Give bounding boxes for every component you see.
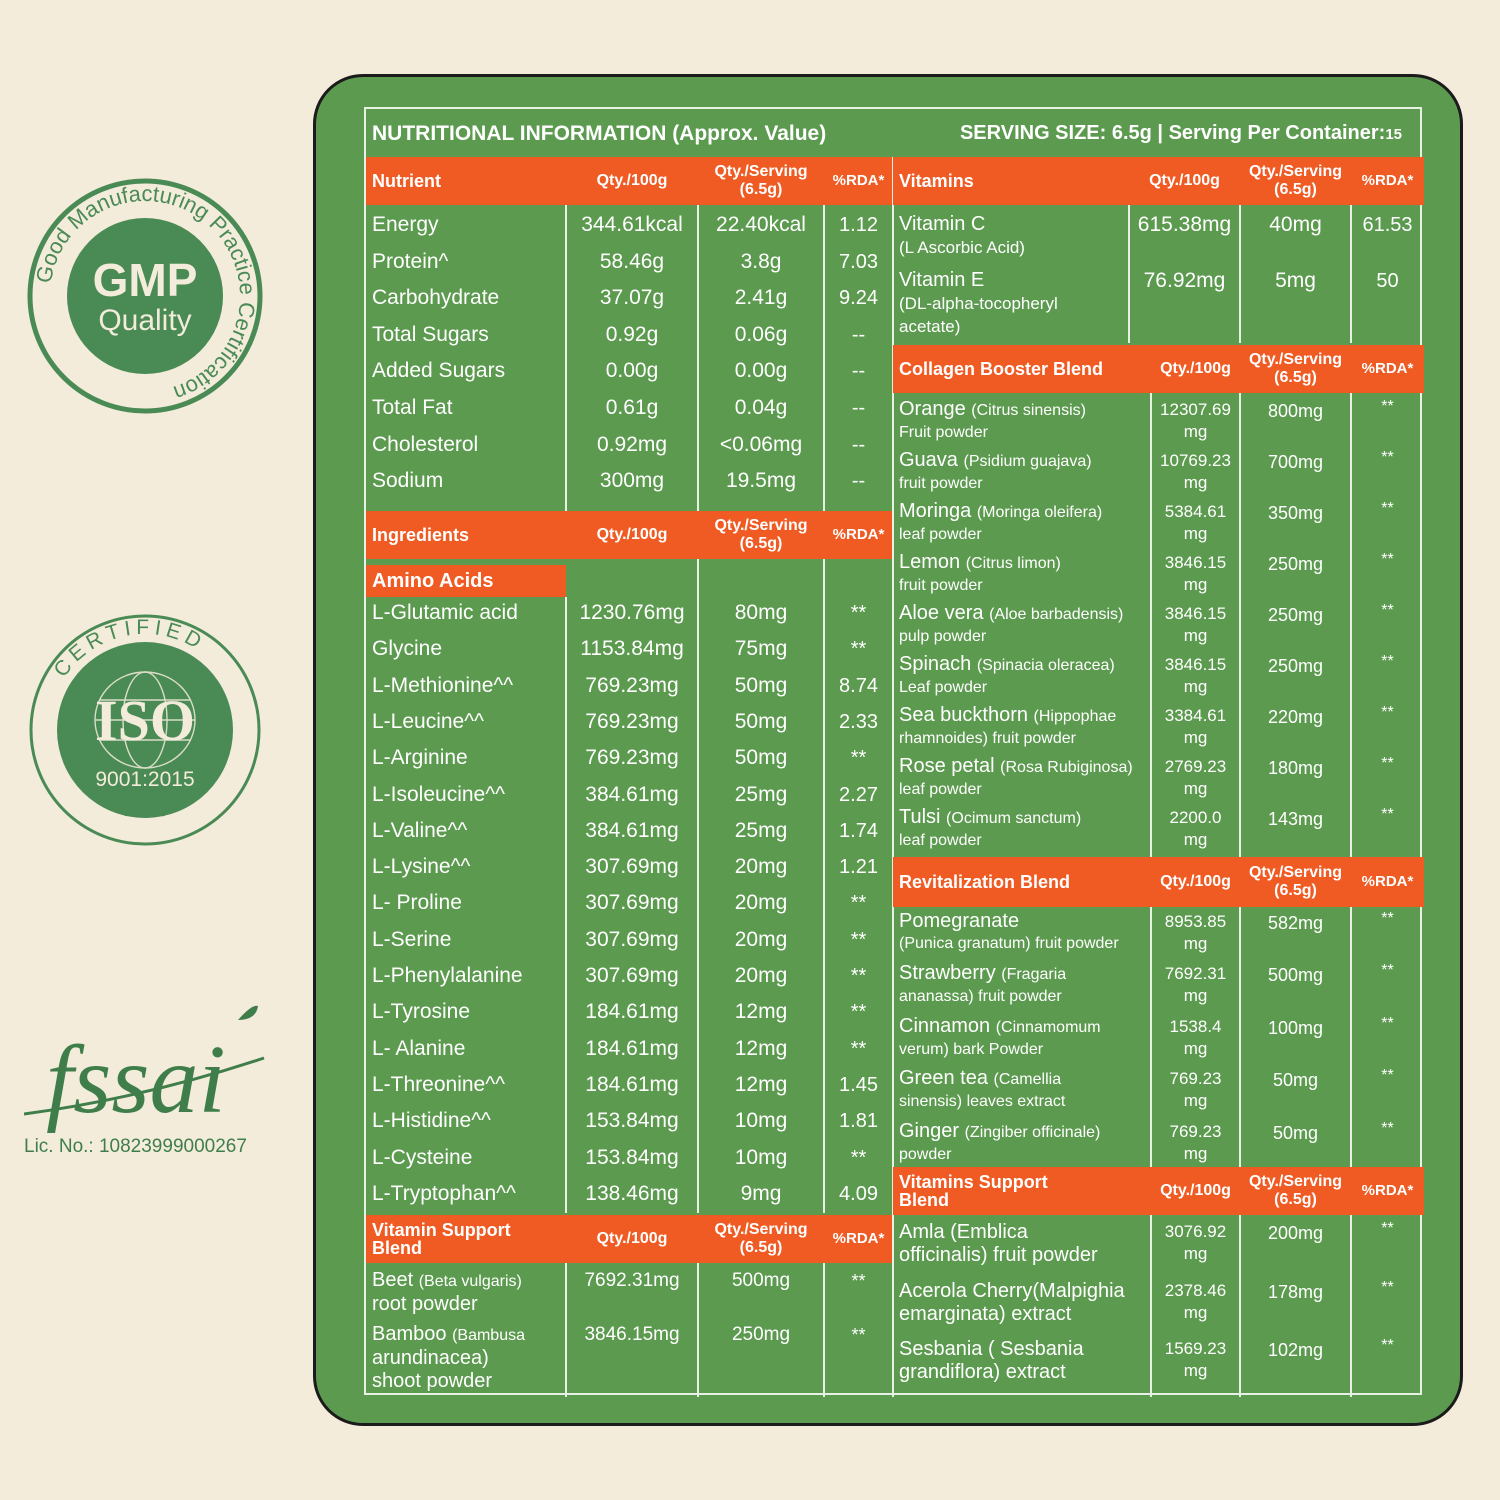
vitamins-support-rda: ** bbox=[1381, 1337, 1394, 1354]
column-header: Qty./Serving (6.5g) bbox=[714, 517, 808, 552]
collagen-qty-unit: mg bbox=[1183, 677, 1208, 696]
vitamin-support-header bbox=[366, 1215, 893, 1263]
revitalization-qty-100g: 1538.4 bbox=[1169, 1016, 1222, 1036]
revitalization-qty-serving: 100mg bbox=[1267, 1017, 1324, 1038]
collagen-qty-serving: 220mg bbox=[1267, 707, 1324, 727]
header-title: Vitamins Support Blend bbox=[899, 1172, 1048, 1210]
nutrition-panel bbox=[313, 74, 1463, 1426]
vitamins-support-qty-100g: 2378.46 bbox=[1164, 1280, 1227, 1300]
column-divider bbox=[1239, 907, 1241, 1167]
nutrient-qty-100g: 0.92mg bbox=[596, 432, 668, 456]
revitalization-item: Cinnamon (Cinnamomum verum) bark Powder bbox=[899, 1014, 1101, 1058]
collagen-qty-100g: 2200.0 bbox=[1169, 808, 1222, 827]
revitalization-rda: ** bbox=[1381, 962, 1394, 980]
nutrient-name: Carbohydrate bbox=[372, 286, 500, 310]
column-divider bbox=[1150, 1215, 1152, 1397]
header-title: Vitamins bbox=[899, 171, 974, 191]
iso-top-text: CERTIFIED bbox=[49, 615, 210, 682]
amino-qty-serving: 25mg bbox=[734, 818, 788, 842]
column-header: Qty./100g bbox=[1160, 873, 1231, 890]
amino-name: L-Arginine bbox=[372, 746, 468, 770]
amino-rda: ** bbox=[850, 1001, 867, 1024]
collagen-qty-unit: mg bbox=[1183, 524, 1208, 543]
nutrient-rda: -- bbox=[851, 470, 866, 493]
column-header: %RDA* bbox=[1361, 1182, 1414, 1199]
gmp-small: Quality bbox=[98, 304, 192, 337]
column-header: %RDA* bbox=[1361, 360, 1414, 377]
nutrient-qty-100g: 58.46g bbox=[599, 249, 665, 273]
nutrient-qty-100g: 0.00g bbox=[605, 359, 659, 383]
vitamins-support-rda: ** bbox=[1381, 1278, 1394, 1296]
collagen-qty-unit: mg bbox=[1183, 728, 1208, 747]
collagen-rda: ** bbox=[1381, 755, 1394, 772]
amino-qty-serving: 12mg bbox=[734, 1036, 788, 1060]
collagen-qty-100g: 3846.15 bbox=[1164, 553, 1227, 572]
nutrient-qty-serving: 3.8g bbox=[740, 249, 782, 273]
column-header: Qty./100g bbox=[1149, 172, 1220, 189]
revitalization-item: Pomegranate (Punica granatum) fruit powder bbox=[899, 910, 1119, 952]
collagen-item: Aloe vera (Aloe barbadensis) pulp powder bbox=[899, 602, 1124, 645]
collagen-rda: ** bbox=[1381, 500, 1394, 517]
column-header: Qty./Serving (6.5g) bbox=[1248, 163, 1343, 198]
column-divider bbox=[1150, 907, 1152, 1167]
nutrient-qty-serving: 0.06g bbox=[734, 322, 788, 346]
amino-rda: 8.74 bbox=[839, 674, 878, 697]
header-title: Collagen Booster Blend bbox=[899, 359, 1104, 379]
amino-qty-serving: 80mg bbox=[734, 601, 788, 624]
amino-name: L-Threonine^^ bbox=[372, 1072, 505, 1096]
revitalization-item: Green tea (Camellia sinensis) leaves extract bbox=[899, 1067, 1066, 1111]
vitamins-support-qty-serving: 102mg bbox=[1267, 1340, 1324, 1360]
column-divider bbox=[1150, 393, 1152, 857]
column-header: Qty./100g bbox=[1160, 1182, 1231, 1199]
amino-qty-100g: 307.69mg bbox=[585, 964, 679, 987]
iso-big: ISO bbox=[95, 688, 195, 753]
column-header: %RDA* bbox=[1361, 172, 1414, 189]
amino-name: L-Histidine^^ bbox=[372, 1109, 491, 1133]
collagen-qty-serving: 350mg bbox=[1267, 503, 1324, 523]
collagen-qty-unit: mg bbox=[1183, 473, 1208, 492]
collagen-qty-serving: 700mg bbox=[1267, 452, 1324, 472]
amino-qty-serving: 10mg bbox=[734, 1109, 788, 1133]
amino-rda: 1.21 bbox=[839, 856, 878, 879]
collagen-qty-100g: 5384.61 bbox=[1164, 502, 1227, 521]
column-header: %RDA* bbox=[832, 1230, 885, 1247]
nutrient-qty-100g: 344.61kcal bbox=[581, 213, 683, 236]
collagen-item: Guava (Psidium guajava) fruit powder bbox=[899, 449, 1092, 492]
column-divider bbox=[565, 597, 567, 1213]
amino-qty-100g: 769.23mg bbox=[585, 673, 679, 697]
header-title: Revitalization Blend bbox=[899, 872, 1071, 892]
amino-name: L-Tryptophan^^ bbox=[372, 1181, 516, 1205]
amino-qty-serving: 75mg bbox=[734, 637, 788, 661]
revitalization-header bbox=[893, 857, 1424, 907]
nutrient-rda: -- bbox=[851, 433, 866, 456]
nutrient-qty-100g: 37.07g bbox=[599, 286, 665, 310]
amino-qty-serving: 25mg bbox=[734, 782, 788, 806]
vitamin-qty-100g: 615.38mg bbox=[1137, 213, 1232, 236]
collagen-item: Moringa (Moringa oleifera) leaf powder bbox=[899, 500, 1103, 543]
revitalization-qty-unit: mg bbox=[1183, 1038, 1208, 1058]
collagen-qty-unit: mg bbox=[1183, 575, 1208, 594]
nutrient-qty-serving: <0.06mg bbox=[719, 432, 803, 456]
revitalization-qty-serving: 50mg bbox=[1272, 1122, 1319, 1143]
collagen-item: Spinach (Spinacia oleracea) Leaf powder bbox=[899, 653, 1115, 696]
vitamins-support-qty-unit: mg bbox=[1183, 1361, 1208, 1380]
fssai-lic: Lic. No.: 10823999000267 bbox=[24, 1136, 247, 1157]
nutrient-name: Total Sugars bbox=[372, 322, 489, 346]
column-header: Qty./Serving (6.5g) bbox=[714, 1221, 808, 1256]
amino-qty-serving: 10mg bbox=[734, 1145, 788, 1169]
nutrient-name: Energy bbox=[372, 213, 439, 236]
nutrient-name: Protein^ bbox=[372, 249, 449, 273]
column-divider bbox=[1350, 205, 1352, 343]
amino-name: L- Alanine bbox=[372, 1036, 466, 1060]
vitamin-support-qty-100g: 7692.31mg bbox=[584, 1270, 680, 1291]
revitalization-qty-unit: mg bbox=[1183, 1091, 1208, 1111]
vitamins-support-qty-serving: 200mg bbox=[1267, 1223, 1324, 1243]
collagen-qty-unit: mg bbox=[1183, 422, 1208, 441]
column-header: Qty./Serving (6.5g) bbox=[1248, 864, 1343, 899]
vitamin-qty-serving: 40mg bbox=[1269, 213, 1322, 236]
vitamins-support-qty-unit: mg bbox=[1183, 1302, 1208, 1322]
collagen-rda: ** bbox=[1381, 551, 1394, 568]
collagen-qty-serving: 250mg bbox=[1267, 554, 1324, 574]
iso-logo bbox=[27, 612, 263, 848]
amino-rda: 2.33 bbox=[839, 710, 878, 733]
column-divider bbox=[565, 1263, 567, 1397]
column-header: %RDA* bbox=[832, 172, 885, 189]
column-divider bbox=[1128, 205, 1130, 343]
nutrient-rda: 1.12 bbox=[839, 214, 878, 236]
vitamin-qty-100g: 76.92mg bbox=[1143, 269, 1226, 292]
revitalization-rda: ** bbox=[1381, 1014, 1394, 1032]
nutrient-rda: 7.03 bbox=[839, 250, 878, 273]
collagen-rda: ** bbox=[1381, 653, 1394, 670]
nutrient-rda: -- bbox=[851, 323, 866, 346]
vitamin-support-qty-serving: 500mg bbox=[731, 1270, 791, 1291]
amino-name: L-Cysteine bbox=[372, 1145, 473, 1169]
amino-qty-100g: 307.69mg bbox=[585, 891, 679, 915]
amino-rda: ** bbox=[850, 1037, 867, 1060]
title-bar bbox=[366, 109, 1420, 157]
vitamins-support-qty-unit: mg bbox=[1183, 1244, 1208, 1263]
amino-rda: ** bbox=[850, 638, 867, 661]
collagen-qty-unit: mg bbox=[1183, 626, 1208, 645]
vitamins-support-qty-100g: 3076.92 bbox=[1164, 1222, 1227, 1241]
amino-qty-100g: 184.61mg bbox=[585, 1000, 679, 1024]
revitalization-qty-100g: 769.23 bbox=[1169, 1069, 1222, 1089]
vitamin-item: Vitamin E (DL-alpha-tocopheryl acetate) bbox=[899, 269, 1058, 336]
header-title: Ingredients bbox=[372, 525, 470, 545]
column-header: Qty./100g bbox=[596, 172, 668, 189]
collagen-rda: ** bbox=[1381, 602, 1394, 619]
amino-qty-100g: 184.61mg bbox=[585, 1072, 679, 1096]
vitamins-support-item: Acerola Cherry(Malpighia emarginata) extract bbox=[899, 1279, 1125, 1325]
ingredients-header bbox=[366, 511, 893, 559]
amino-qty-100g: 138.46mg bbox=[585, 1181, 679, 1205]
revitalization-qty-serving: 50mg bbox=[1272, 1070, 1319, 1091]
amino-qty-serving: 12mg bbox=[734, 1000, 788, 1024]
amino-rda: 2.27 bbox=[839, 783, 878, 806]
revitalization-rda: ** bbox=[1381, 910, 1394, 927]
iso-bottom-text: COMPANY bbox=[83, 773, 216, 824]
collagen-qty-serving: 143mg bbox=[1267, 809, 1324, 829]
nutrient-rda: -- bbox=[851, 360, 866, 383]
serving-info: SERVING SIZE: 6.5g | Serving Per Container:15 bbox=[959, 122, 1402, 144]
collagen-qty-100g: 3384.61 bbox=[1164, 706, 1227, 725]
collagen-qty-100g: 12307.69 bbox=[1160, 400, 1231, 419]
amino-rda: ** bbox=[850, 747, 867, 770]
column-header: Qty./100g bbox=[596, 1230, 668, 1247]
nutrient-qty-100g: 0.92g bbox=[605, 322, 659, 346]
header-title: Nutrient bbox=[372, 171, 441, 191]
vitamins-support-qty-serving: 178mg bbox=[1267, 1281, 1324, 1302]
column-header: Qty./100g bbox=[596, 526, 668, 543]
column-divider bbox=[697, 205, 699, 511]
revitalization-qty-unit: mg bbox=[1183, 986, 1208, 1006]
amino-qty-serving: 20mg bbox=[734, 855, 788, 879]
column-divider bbox=[697, 559, 699, 1213]
table-title: NUTRITIONAL INFORMATION (Approx. Value) bbox=[372, 122, 827, 145]
amino-qty-100g: 307.69mg bbox=[585, 855, 679, 879]
nutrient-qty-serving: 19.5mg bbox=[725, 469, 797, 493]
amino-name: L-Methionine^^ bbox=[372, 673, 514, 697]
column-divider bbox=[1350, 393, 1352, 857]
amino-rda: ** bbox=[850, 602, 867, 624]
amino-name: L-Valine^^ bbox=[372, 818, 468, 842]
vitamins-support-header bbox=[893, 1167, 1424, 1215]
collagen-rda: ** bbox=[1381, 398, 1394, 415]
amino-qty-100g: 307.69mg bbox=[585, 927, 679, 951]
column-divider bbox=[1350, 1215, 1352, 1397]
collagen-item: Tulsi (Ocimum sanctum) leaf powder bbox=[899, 806, 1082, 849]
amino-qty-100g: 1230.76mg bbox=[579, 601, 685, 624]
fssai-word: fssai bbox=[46, 1026, 226, 1134]
collagen-item: Orange (Citrus sinensis) Fruit powder bbox=[899, 398, 1086, 441]
vitamin-qty-serving: 5mg bbox=[1275, 269, 1316, 292]
amino-name: L-Lysine^^ bbox=[372, 855, 471, 879]
amino-name: L-Isoleucine^^ bbox=[372, 782, 505, 806]
amino-qty-100g: 384.61mg bbox=[585, 818, 679, 842]
iso-code: 9001:2015 bbox=[95, 768, 195, 791]
revitalization-qty-serving: 500mg bbox=[1267, 965, 1324, 986]
vitamin-support-item: Bamboo (Bambusa arundinacea) shoot powder bbox=[372, 1323, 525, 1392]
amino-qty-serving: 20mg bbox=[734, 964, 788, 987]
vitamin-rda: 61.53 bbox=[1362, 214, 1413, 236]
gmp-ring-text: Good Manufacturing Practice Certification bbox=[30, 180, 261, 407]
collagen-header bbox=[893, 345, 1424, 393]
revitalization-qty-100g: 8953.85 bbox=[1164, 912, 1227, 931]
column-header: Qty./Serving (6.5g) bbox=[1248, 1173, 1343, 1208]
amino-qty-100g: 153.84mg bbox=[585, 1145, 679, 1169]
collagen-rda: ** bbox=[1381, 806, 1394, 823]
nutrient-name: Added Sugars bbox=[372, 359, 506, 383]
amino-rda: 4.09 bbox=[839, 1182, 878, 1205]
vitamins-support-rda: ** bbox=[1381, 1220, 1394, 1237]
collagen-rda: ** bbox=[1381, 704, 1394, 721]
collagen-qty-100g: 2769.23 bbox=[1164, 757, 1227, 776]
collagen-qty-serving: 250mg bbox=[1267, 605, 1324, 625]
amino-rda: 1.81 bbox=[839, 1110, 878, 1133]
nutrient-qty-100g: 300mg bbox=[599, 469, 665, 493]
amino-name: L-Phenylalanine bbox=[372, 964, 523, 987]
vitamins-support-item: Amla (Emblica officinalis) fruit powder bbox=[899, 1221, 1098, 1266]
leaf-icon bbox=[238, 1006, 258, 1020]
revitalization-qty-serving: 582mg bbox=[1267, 913, 1324, 933]
collagen-item: Lemon (Citrus limon) fruit powder bbox=[899, 551, 1061, 594]
gmp-big: GMP bbox=[92, 254, 198, 306]
column-divider bbox=[823, 205, 825, 511]
nutrient-name: Total Fat bbox=[372, 396, 453, 419]
nutrient-qty-serving: 0.04g bbox=[734, 396, 788, 419]
revitalization-item: Strawberry (Fragaria ananassa) fruit powder bbox=[899, 962, 1067, 1006]
amino-acids-header: Amino Acids bbox=[366, 565, 566, 597]
amino-name: Glycine bbox=[372, 637, 443, 661]
amino-qty-serving: 50mg bbox=[734, 673, 788, 697]
nutrient-qty-100g: 0.61g bbox=[605, 396, 659, 419]
collagen-qty-100g: 3846.15 bbox=[1164, 604, 1227, 623]
amino-rda: 1.74 bbox=[839, 819, 878, 842]
nutrition-table bbox=[364, 107, 1422, 1395]
collagen-item: Rose petal (Rosa Rubiginosa) leaf powder bbox=[899, 755, 1133, 798]
column-divider bbox=[1239, 393, 1241, 857]
fssai-logo bbox=[24, 1000, 274, 1160]
collagen-qty-unit: mg bbox=[1183, 779, 1208, 798]
nutrient-rda: -- bbox=[851, 397, 866, 419]
column-header: %RDA* bbox=[832, 526, 885, 543]
vitamin-item: Vitamin C (L Ascorbic Acid) bbox=[899, 213, 1025, 257]
column-divider bbox=[823, 559, 825, 1213]
amino-name: L-Leucine^^ bbox=[372, 709, 484, 733]
collagen-qty-serving: 180mg bbox=[1267, 758, 1324, 778]
amino-rda: ** bbox=[850, 965, 867, 987]
amino-name: L- Proline bbox=[372, 891, 462, 915]
revitalization-rda: ** bbox=[1381, 1119, 1394, 1137]
amino-qty-serving: 20mg bbox=[734, 891, 788, 915]
amino-name: L-Tyrosine bbox=[372, 1000, 471, 1024]
amino-name: L-Serine bbox=[372, 927, 452, 951]
vitamin-support-qty-100g: 3846.15mg bbox=[584, 1324, 680, 1345]
collagen-qty-100g: 10769.23 bbox=[1160, 451, 1231, 470]
column-header: Qty./Serving (6.5g) bbox=[714, 163, 808, 198]
amino-qty-serving: 20mg bbox=[734, 927, 788, 951]
collagen-qty-serving: 800mg bbox=[1267, 401, 1324, 421]
amino-rda: 1.45 bbox=[839, 1073, 878, 1096]
amino-qty-100g: 1153.84mg bbox=[580, 637, 684, 661]
revitalization-qty-100g: 769.23 bbox=[1169, 1121, 1222, 1141]
column-divider bbox=[823, 1263, 825, 1397]
nutrient-qty-serving: 2.41g bbox=[734, 286, 788, 310]
amino-rda: ** bbox=[850, 928, 867, 951]
revitalization-qty-unit: mg bbox=[1183, 934, 1208, 953]
amino-qty-100g: 184.61mg bbox=[585, 1036, 679, 1060]
vitamin-support-rda: ** bbox=[851, 1325, 866, 1345]
nutrient-header bbox=[366, 157, 893, 205]
vitamin-rda: 50 bbox=[1376, 270, 1399, 292]
vitamins-support-item: Sesbania ( Sesbania grandiflora) extract bbox=[899, 1338, 1084, 1383]
revitalization-rda: ** bbox=[1381, 1067, 1394, 1085]
amino-qty-serving: 50mg bbox=[734, 709, 788, 733]
nutrient-qty-serving: 22.40kcal bbox=[716, 213, 806, 236]
column-header: %RDA* bbox=[1361, 873, 1414, 890]
column-header: Qty./Serving (6.5g) bbox=[1248, 351, 1343, 386]
amino-qty-100g: 769.23mg bbox=[585, 746, 679, 770]
column-divider bbox=[1350, 907, 1352, 1167]
vitamin-support-item: Beet (Beta vulgaris) root powder bbox=[372, 1269, 522, 1315]
amino-qty-100g: 769.23mg bbox=[585, 709, 679, 733]
amino-qty-100g: 153.84mg bbox=[585, 1109, 679, 1133]
column-divider bbox=[1239, 1215, 1241, 1397]
nutrient-qty-serving: 0.00g bbox=[734, 359, 788, 383]
header-title: Vitamin Support Blend bbox=[372, 1220, 511, 1258]
amino-qty-100g: 384.61mg bbox=[585, 782, 679, 806]
amino-qty-serving: 12mg bbox=[734, 1072, 788, 1096]
amino-name: L-Glutamic acid bbox=[372, 601, 518, 624]
column-header: Qty./100g bbox=[1160, 360, 1231, 377]
nutrient-name: Sodium bbox=[372, 469, 444, 493]
collagen-qty-100g: 3846.15 bbox=[1164, 655, 1227, 674]
revitalization-qty-100g: 7692.31 bbox=[1164, 964, 1227, 984]
nutrient-rda: 9.24 bbox=[839, 287, 878, 310]
collagen-qty-serving: 250mg bbox=[1267, 656, 1324, 676]
column-divider bbox=[565, 205, 567, 511]
amino-rda: ** bbox=[850, 1146, 867, 1169]
vitamin-support-qty-serving: 250mg bbox=[731, 1324, 791, 1345]
amino-qty-serving: 50mg bbox=[734, 746, 788, 770]
column-divider bbox=[1239, 205, 1241, 343]
revitalization-item: Ginger (Zingiber officinale) powder bbox=[899, 1119, 1101, 1163]
revitalization-qty-unit: mg bbox=[1183, 1143, 1208, 1163]
vitamins-header bbox=[893, 157, 1424, 205]
gmp-logo bbox=[27, 178, 263, 414]
vitamin-support-rda: ** bbox=[851, 1271, 866, 1291]
amino-qty-serving: 9mg bbox=[740, 1181, 782, 1205]
collagen-rda: ** bbox=[1381, 449, 1394, 466]
column-divider bbox=[697, 1263, 699, 1397]
collagen-qty-unit: mg bbox=[1183, 830, 1208, 849]
nutrient-name: Cholesterol bbox=[372, 432, 479, 456]
collagen-item: Sea buckthorn (Hippophae rhamnoides) fruit powder bbox=[899, 704, 1117, 747]
vitamins-support-qty-100g: 1569.23 bbox=[1164, 1339, 1227, 1358]
amino-rda: ** bbox=[850, 892, 867, 915]
